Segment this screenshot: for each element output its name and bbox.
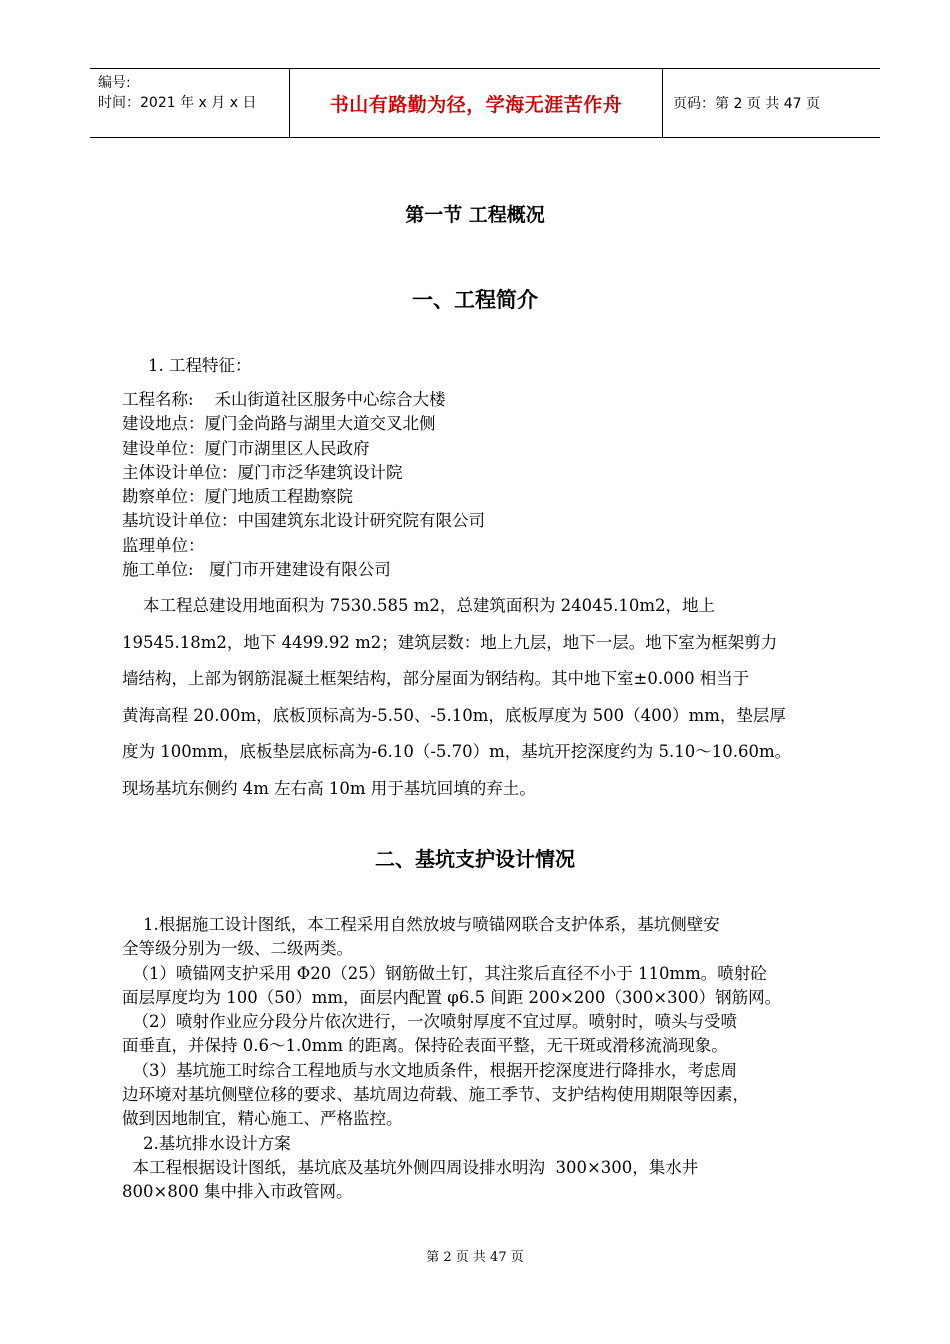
design-line: 边环境对基坑侧壁位移的要求、基坑周边荷载、施工季节、支护结构使用期限等因素，	[122, 1085, 749, 1105]
header-left-cell	[90, 69, 290, 137]
overview-line: 黄海高程 20.00m，底板顶标高为-5.50、-5.10m，底板厚度为 500（400）mm，垫层厚	[122, 705, 786, 725]
info-line: 勘察单位：厦门地质工程勘察院	[122, 487, 353, 507]
design-line: 全等级分别为一级、二级两类。	[122, 939, 353, 959]
section-title: 第一节 工程概况	[405, 204, 545, 226]
overview-line: 墙结构，上部为钢筋混凝土框架结构，部分屋面为钢结构。其中地下室±0.000 相当于	[122, 669, 750, 688]
info-line: 施工单位: 厦门市开建建设有限公司	[122, 560, 391, 580]
design-line: （3）基坑施工时综合工程地质与水文地质条件，根据开挖深度进行降排水，考虑周	[122, 1060, 737, 1080]
design-line: 面垂直，并保持 0.6～1.0mm 的距离。保持砼表面平整，无干斑或滑移流淌现象。	[122, 1036, 728, 1056]
info-line: 主体设计单位：厦门市泛华建筑设计院	[122, 462, 403, 482]
header-number-label: 编号:	[98, 75, 131, 91]
design-line: 2.基坑排水设计方案	[122, 1133, 291, 1153]
header-page-info: 页码：第 2 页 共 47 页	[673, 96, 820, 112]
overview-line: 度为 100mm，底板垫层底标高为-6.10（-5.70）m，基坑开挖深度约为 5.10～10.60m。	[122, 742, 792, 761]
design-line: （2）喷射作业应分段分片依次进行，一次喷射厚度不宜过厚。喷射时，喷头与受喷	[122, 1012, 737, 1032]
header-table	[90, 68, 880, 138]
design-line: 做到因地制宜，精心施工、严格监控。	[122, 1109, 403, 1129]
info-line: 监理单位：	[122, 535, 205, 555]
design-line: 本工程根据设计图纸，基坑底及基坑外侧四周设排水明沟 300×300，集水井	[122, 1157, 699, 1177]
overview-line: 本工程总建设用地面积为 7530.585 m2，总建筑面积为 24045.10m2，地上	[122, 596, 715, 615]
header-time-label: 时间：2021 年 x 月 x 日	[98, 95, 257, 111]
info-line: 建设单位：厦门市湖里区人民政府	[122, 438, 370, 458]
design-line: 面层厚度均为 100（50）mm，面层内配置 φ6.5 间距 200×200（300×300）钢筋网。	[122, 987, 782, 1007]
overview-line: 现场基坑东侧约 4m 左右高 10m 用于基坑回填的弃土。	[122, 778, 536, 798]
page-footer: 第 2 页 共 47 页	[426, 1250, 524, 1265]
info-line: 基坑设计单位：中国建筑东北设计研究院有限公司	[122, 511, 485, 531]
header-motto: 书山有路勤为径，学海无涯苦作舟	[290, 69, 663, 137]
design-line: （1）喷锚网支护采用 Φ20（25）钢筋做土钉，其注浆后直径不小于 110mm。喷射砼	[122, 963, 767, 983]
project-info-list	[122, 388, 485, 582]
part1-title: 一、工程简介	[412, 288, 538, 312]
feature-heading: 1. 工程特征：	[148, 356, 252, 375]
info-line: 工程名称: 禾山街道社区服务中心综合大楼	[122, 390, 446, 409]
overview-paragraph	[122, 588, 850, 807]
info-line: 建设地点：厦门金尚路与湖里大道交叉北侧	[122, 414, 436, 434]
design-line: 800×800 集中排入市政管网。	[122, 1182, 353, 1202]
overview-line: 19545.18m2，地下 4499.92 m2；建筑层数：地上九层，地下一层。地下室为框架剪力	[122, 632, 778, 652]
part2-title: 二、基坑支护设计情况	[375, 847, 575, 871]
design-paragraph	[122, 913, 862, 1205]
design-line: 1.根据施工设计图纸，本工程采用自然放坡与喷锚网联合支护体系，基坑侧壁安	[122, 915, 720, 934]
